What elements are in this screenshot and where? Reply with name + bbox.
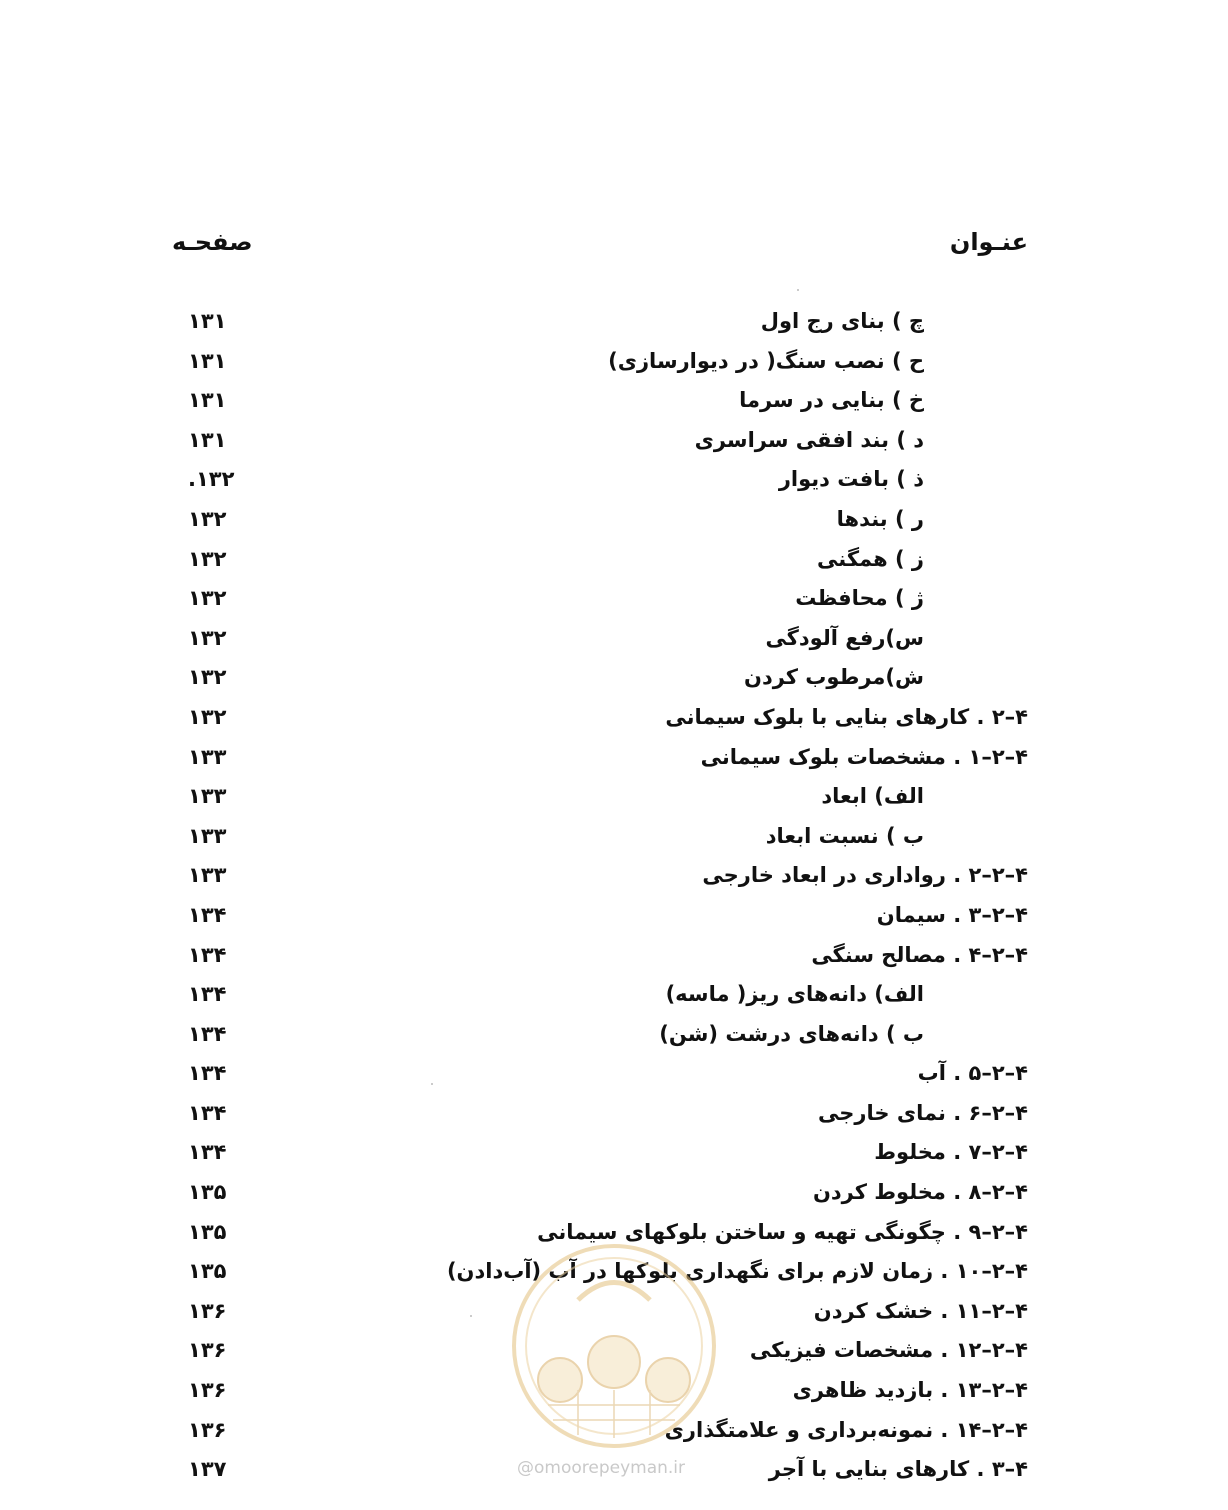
toc-entry-title: ب ) دانه‌های درشت (شن) [659,1021,924,1046]
toc-entry-title: الف) ابعاد [821,784,924,809]
toc-entry [0,1097,1228,1137]
watermark-site-text: @omoorepeyman.ir [517,1458,686,1478]
toc-entry-page: ۱۳۱ [188,309,227,333]
toc-entry-page: ۱۳۴ [188,1061,227,1086]
toc-entry [0,384,1228,424]
toc-entry [0,503,1228,543]
toc-entry-page: ۱۳۱ [188,388,227,413]
toc-entry-page: ۱۳۲ [188,665,227,690]
toc-entry-page: ۱۳۴ [188,942,227,967]
toc-entry [0,582,1228,622]
toc-entry-page: ۱۳۶ [188,1378,227,1403]
toc-entry-title: ۴–۲–۱۲ . مشخصات فیزیکی [749,1338,1028,1363]
toc-entry-title: چ ) بنای رج اول [760,309,924,333]
toc-entry [0,978,1228,1018]
column-page-heading: صفحـه [172,228,253,256]
toc-entry-title: ۴–۲–۹ . چگونگی تهیه و ساختن بلوکهای سیمانی [537,1219,1028,1244]
toc-entry [0,543,1228,583]
toc-entry-title: ۴–۲–۱۳ . بازدید ظاهری [792,1378,1028,1403]
toc-entry [0,859,1228,899]
scan-speck [797,289,799,291]
toc-entry-page: ۱۳۷ [188,1457,227,1482]
toc-entry-page: ۱۳۲. [188,467,235,492]
toc-entry-page: ۱۳۴ [188,1100,227,1125]
toc-entry-page: ۱۳۳ [188,863,227,888]
toc-entry [0,780,1228,820]
toc-entry-title: ۴–۲–۴ . مصالح سنگی [811,942,1028,967]
toc-entry [0,820,1228,860]
toc-entry-page: ۱۳۳ [188,823,227,848]
toc-entry-page: ۱۳۱ [188,427,227,452]
watermark-seal-icon [508,1240,720,1452]
toc-entry-title: ۴–۲–۸ . مخلوط کردن [812,1180,1028,1205]
toc-entry-title: ۴–۲–۶ . نمای خارجی [818,1100,1028,1125]
toc-entry-title: ر ) بندها [836,506,924,531]
toc-entry [0,424,1228,464]
toc-entry-title: د ) بند افقی سراسری [694,427,924,452]
toc-entry-title: ۴–۲ . کارهای بنایی با بلوک سیمانی [665,704,1028,729]
toc-entry [0,622,1228,662]
toc-entry [0,305,1228,345]
toc-entry [0,701,1228,741]
toc-entry-page: ۱۳۵ [188,1259,227,1284]
toc-entry-title: ۴–۲–۵ . آب [917,1061,1028,1086]
toc-entry-page: ۱۳۱ [188,348,227,373]
column-title-heading: عنـوان [949,228,1028,256]
toc-entry-page: ۱۳۳ [188,784,227,809]
toc-entry-title: ح ) نصب سنگ( در دیوارسازی) [608,348,924,373]
toc-entry-title: ۴–۲–۳ . سیمان [876,902,1028,927]
toc-entry-title: ۴–۲–۱ . مشخصات بلوک سیمانی [700,744,1028,769]
toc-entry-page: ۱۳۶ [188,1417,227,1442]
toc-entry-title: ۴–۲–۱۴ . نمونه‌برداری و علامتگذاری [664,1417,1028,1442]
toc-entry-page: ۱۳۲ [188,546,227,571]
toc-entry-page: ۱۳۲ [188,704,227,729]
toc-entry [0,741,1228,781]
toc-entry-title: ۴–۲–۲ . رواداری در ابعاد خارجی [702,863,1028,888]
toc-entry [0,661,1228,701]
toc-entry-page: ۱۳۵ [188,1180,227,1205]
toc-entry-title: ب ) نسبت ابعاد [765,823,924,848]
toc-entry-title: ش)مرطوب کردن [744,665,924,690]
toc-entry [0,939,1228,979]
toc-entry-title: ۴–۲–۱۱ . خشک کردن [813,1298,1028,1323]
toc-entry-title: س)رفع آلودگی [765,625,924,650]
toc-entry-title: خ ) بنایی در سرما [739,388,924,413]
toc-entry-page: ۱۳۴ [188,1021,227,1046]
toc-entry-title: ژ ) محافظت [795,586,924,611]
toc-entry-page: ۱۳۴ [188,902,227,927]
toc-entry-page: ۱۳۵ [188,1219,227,1244]
scan-speck [431,1083,433,1085]
toc-entry [0,463,1228,503]
toc-entry [0,1018,1228,1058]
toc-entry [0,1136,1228,1176]
toc-entry [0,1176,1228,1216]
toc-entry-page: ۱۳۴ [188,982,227,1007]
toc-entry-page: ۱۳۳ [188,744,227,769]
toc-entry [0,899,1228,939]
toc-entry-title: ۴–۳ . کارهای بنایی با آجر [768,1457,1028,1482]
toc-entry-title: ۴–۲–۷ . مخلوط [874,1140,1028,1165]
toc-entry-title: ۴–۲–۱۰ . زمان لازم برای نگهداری بلوکها در آب (آب‌دادن) [446,1259,1028,1284]
toc-entry-page: ۱۳۲ [188,506,227,531]
toc-entry [0,345,1228,385]
toc-entry-title: ذ ) بافت دیوار [778,467,924,492]
toc-entry-page: ۱۳۶ [188,1298,227,1323]
scan-speck [470,1315,472,1317]
toc-entry-page: ۱۳۶ [188,1338,227,1363]
toc-entry [0,1057,1228,1097]
toc-entry-page: ۱۳۲ [188,586,227,611]
toc-entry-title: ز ) همگنی [817,546,924,571]
toc-entry-page: ۱۳۲ [188,625,227,650]
toc-entry-page: ۱۳۴ [188,1140,227,1165]
toc-entry-title: الف) دانه‌های ریز( ماسه) [665,982,924,1007]
